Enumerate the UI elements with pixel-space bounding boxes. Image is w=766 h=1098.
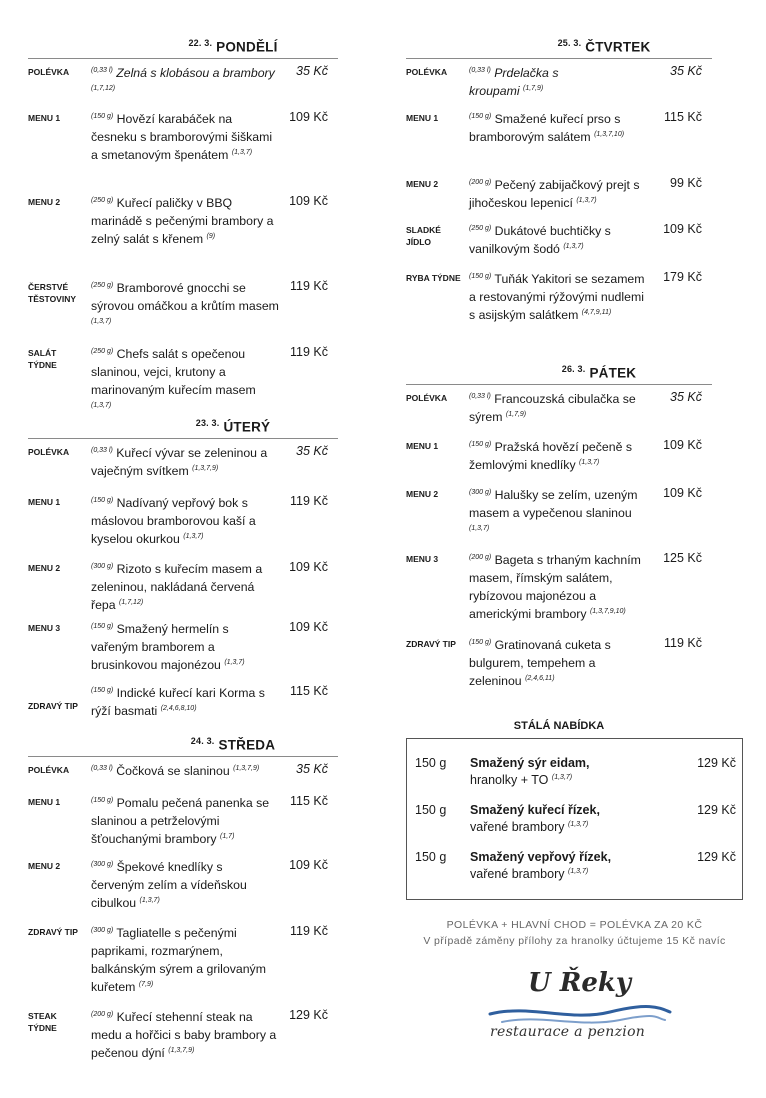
- dish-description: [469, 551, 659, 623]
- standing-dish-side: vařené brambory: [470, 867, 565, 881]
- standing-price: 129 Kč: [697, 756, 736, 770]
- day-header: [28, 418, 338, 439]
- dish-allergens: (1,3,7,9): [233, 764, 260, 772]
- dish-price: 119 Kč: [290, 345, 328, 359]
- dish-allergens: (1,3,7,9): [192, 464, 219, 472]
- standing-price: 129 Kč: [697, 803, 736, 817]
- day-header: [406, 38, 712, 59]
- dish-description: [469, 390, 644, 426]
- standing-dish-name: Smažený vepřový řízek,: [470, 850, 612, 864]
- dish-name: Zelná s klobásou a brambory: [116, 66, 275, 80]
- dish-allergens: (1,3,7): [183, 532, 204, 540]
- standing-dish-name: Smažený kuřecí řízek,: [470, 803, 600, 817]
- category-label: MENU 1: [406, 441, 439, 451]
- category-label: ZDRAVÝ TIP: [28, 701, 78, 711]
- dish-weight: (150 g): [91, 796, 114, 804]
- dish-price: 35 Kč: [670, 390, 702, 404]
- day-header: [406, 364, 712, 385]
- standing-dish-side: hranolky + TO: [470, 773, 549, 787]
- category-label: POLÉVKA: [406, 67, 448, 77]
- category-label: MENU 2: [406, 179, 439, 189]
- dish-allergens: (1,3,7): [576, 196, 597, 204]
- dish-name: Pomalu pečená panenka se slaninou a petrželovými šťouchanými brambory: [91, 796, 270, 846]
- day-tuesday: [28, 418, 338, 730]
- dish-price: 35 Kč: [296, 762, 328, 776]
- dish-description: [469, 110, 629, 146]
- standing-weight: 150 g: [415, 850, 447, 864]
- dish-weight: (150 g): [91, 686, 114, 694]
- standing-offer-title: STÁLÁ NABÍDKA: [513, 720, 605, 732]
- dish-description: [91, 560, 279, 614]
- standing-dish: [470, 849, 650, 883]
- standing-dish-name: Smažený sýr eidam,: [470, 756, 590, 770]
- dish-weight: (200 g): [91, 1010, 114, 1018]
- category-label: MENU 1: [28, 797, 61, 807]
- standing-dish-side: vařené brambory: [470, 820, 565, 834]
- dish-weight: (250 g): [469, 224, 492, 232]
- dish-description: [91, 494, 279, 548]
- dish-allergens: (1,3,7,9): [168, 1046, 195, 1054]
- dish-price: 109 Kč: [289, 560, 328, 574]
- dish-allergens: (9): [206, 232, 216, 240]
- dish-allergens: (1,7,9): [523, 84, 544, 92]
- standing-price: 129 Kč: [697, 850, 736, 864]
- dish-weight: (300 g): [469, 488, 492, 496]
- dish-description: [91, 794, 279, 848]
- dish-price: 109 Kč: [289, 620, 328, 634]
- dish-allergens: (1,7): [220, 832, 235, 840]
- dish-allergens: (1,3,7): [91, 401, 112, 409]
- dish-description: [91, 110, 279, 164]
- dish-allergens: (1,3,7): [563, 242, 584, 250]
- dish-name: Kuřecí stehenní steak na medu a hořčici s baby brambory a pečenou dýní: [91, 1010, 277, 1060]
- standing-dish-allergens: (1,3,7): [567, 867, 589, 875]
- day-thursday: [406, 38, 712, 348]
- dish-allergens: (1,3,7): [91, 317, 112, 325]
- dish-price: 129 Kč: [289, 1008, 328, 1022]
- category-label: ČERSTVÉ TĚSTOVINY: [28, 282, 77, 304]
- dish-name: Gratinovaná cuketa s bulgurem, tempehem a zeleninou: [469, 638, 611, 688]
- dish-name: Kuřecí paličky v BBQ marinádě s pečenými brambory a zelný salát s křenem: [91, 196, 274, 246]
- day-name: PÁTEK: [589, 365, 637, 381]
- category-label: MENU 1: [28, 497, 61, 507]
- dish-name: Kuřecí vývar se zeleninou a vaječným svítkem: [91, 446, 268, 478]
- dish-name: Halušky se zelím, uzeným masem a vypečenou slaninou: [469, 488, 638, 520]
- dish-description: [91, 444, 279, 480]
- dish-weight: (200 g): [469, 178, 492, 186]
- dish-weight: (0,33 l): [469, 66, 491, 74]
- dish-description: [91, 279, 279, 333]
- dish-description: [91, 1008, 279, 1062]
- dish-allergens: (4,7,9,11): [581, 308, 612, 316]
- category-label: POLÉVKA: [28, 765, 70, 775]
- dish-name: Bageta s trhaným kachním masem, římským salátem, rybízovou majonézou a americkými brambory: [469, 553, 641, 621]
- dish-weight: (300 g): [91, 926, 114, 934]
- day-date: 24. 3.: [190, 736, 215, 746]
- dish-allergens: (1,3,7,9,10): [589, 607, 626, 615]
- category-label: POLÉVKA: [406, 393, 448, 403]
- dish-description: [469, 222, 649, 258]
- dish-price: 119 Kč: [664, 636, 702, 650]
- dish-name: Bramborové gnocchi se sýrovou omáčkou a krůtím masem: [91, 281, 279, 313]
- dish-description: [469, 64, 589, 100]
- dish-allergens: (1,3,7): [224, 658, 245, 666]
- dish-name: Nadívaný vepřový bok s máslovou bramborovou kaší a kyselou okurkou: [91, 496, 256, 546]
- dish-weight: (150 g): [91, 496, 114, 504]
- category-label: MENU 2: [28, 563, 61, 573]
- dish-price: 109 Kč: [663, 222, 702, 236]
- dish-description: [469, 270, 651, 324]
- dish-name: Hovězí karabáček na česneku s bramborovými šiškami a smetanovým špenátem: [91, 112, 273, 162]
- dish-allergens: (1,3,7): [579, 458, 600, 466]
- day-friday: [406, 364, 712, 694]
- standing-dish: [470, 802, 650, 836]
- dish-allergens: (7,9): [138, 980, 154, 988]
- dish-weight: (150 g): [469, 638, 492, 646]
- dish-price: 109 Kč: [289, 858, 328, 872]
- dish-description: [91, 64, 279, 100]
- dish-allergens: (1,3,7): [231, 148, 253, 156]
- dish-allergens: (2,4,6,11): [525, 674, 555, 682]
- dish-weight: (0,33 l): [91, 66, 113, 74]
- dish-price: 99 Kč: [670, 176, 702, 190]
- dish-weight: (300 g): [91, 562, 114, 570]
- dish-name: Chefs salát s opečenou slaninou, vejci, krutony a marinovaným kuřecím masem: [91, 347, 256, 397]
- day-date: 25. 3.: [557, 38, 582, 48]
- dish-price: 35 Kč: [296, 444, 328, 458]
- dish-price: 119 Kč: [290, 494, 328, 508]
- day-date: 23. 3.: [195, 418, 220, 428]
- dish-price: 119 Kč: [290, 279, 328, 293]
- dish-allergens: (1,7,9): [505, 410, 527, 418]
- category-label: RYBA TÝDNE: [406, 273, 461, 283]
- restaurant-logo: [480, 966, 680, 1056]
- category-label: ZDRAVÝ TIP: [28, 927, 78, 937]
- combo-note: POLÉVKA + HLAVNÍ CHOD = POLÉVKA ZA 20 KČ: [446, 919, 703, 931]
- side-dish-note: V případě záměny přílohy za hranolky účtujeme 15 Kč navíc: [423, 935, 726, 947]
- dish-price: 109 Kč: [289, 194, 328, 208]
- dish-description: [469, 636, 644, 690]
- dish-name: Smažený hermelín s vařeným bramborem a brusinkovou majonézou: [91, 622, 229, 672]
- dish-weight: (250 g): [91, 347, 114, 355]
- dish-weight: (300 g): [91, 860, 114, 868]
- standing-dish-allergens: (1,3,7): [567, 820, 589, 828]
- category-label: MENU 1: [406, 113, 439, 123]
- category-label: SLADKÉ JÍDLO: [406, 225, 441, 247]
- dish-allergens: (2,4,6,8,10): [160, 704, 197, 712]
- dish-price: 115 Kč: [664, 110, 702, 124]
- dish-weight: (150 g): [469, 112, 492, 120]
- category-label: ZDRAVÝ TIP: [406, 639, 456, 649]
- dish-description: [91, 620, 279, 674]
- dish-weight: (200 g): [469, 553, 492, 561]
- dish-weight: (0,33 l): [91, 764, 113, 772]
- day-name: PONDĚLÍ: [216, 39, 278, 55]
- category-label: MENU 2: [28, 861, 61, 871]
- dish-price: 119 Kč: [290, 924, 328, 938]
- day-name: STŘEDA: [218, 737, 276, 753]
- standing-weight: 150 g: [415, 756, 447, 770]
- standing-dish-allergens: (1,3,7): [551, 773, 573, 781]
- dish-weight: (0,33 l): [469, 392, 491, 400]
- dish-allergens: (1,3,7,10): [594, 130, 625, 138]
- day-header: [28, 38, 338, 59]
- dish-name: Špekové knedlíky s červeným zelím a vídeňskou cibulkou: [91, 860, 247, 910]
- dish-description: [91, 684, 279, 720]
- category-label: MENU 2: [28, 197, 61, 207]
- logo-tagline: restaurace a penzion: [490, 1024, 646, 1040]
- dish-price: 115 Kč: [290, 684, 328, 698]
- category-label: POLÉVKA: [28, 447, 70, 457]
- dish-allergens: (1,3,7): [139, 896, 160, 904]
- day-monday: [28, 38, 338, 418]
- dish-weight: (0,33 l): [91, 446, 113, 454]
- dish-name: Prdelačka s kroupami: [469, 66, 559, 98]
- standing-offer-box: [406, 738, 743, 900]
- dish-weight: (250 g): [91, 196, 114, 204]
- dish-description: [91, 345, 279, 417]
- dish-price: 115 Kč: [290, 794, 328, 808]
- dish-name: Tuňák Yakitori se sezamem a restovanými rýžovými nudlemi s asijským salátkem: [469, 272, 645, 322]
- category-label: POLÉVKA: [28, 67, 70, 77]
- dish-name: Rizoto s kuřecím masem a zeleninou, nakládaná červená řepa: [91, 562, 263, 612]
- dish-allergens: (1,7,12): [119, 598, 144, 606]
- dish-description: [469, 438, 654, 474]
- dish-name: Pečený zabijačkový prejt s jihočeskou lepenicí: [469, 178, 640, 210]
- dish-name: Čočková se slaninou: [116, 764, 230, 778]
- dish-name: Dukátové buchtičky s vanilkovým šodó: [469, 224, 611, 256]
- category-label: MENU 3: [28, 623, 61, 633]
- dish-allergens: (1,3,7): [469, 524, 490, 532]
- dish-weight: (150 g): [91, 112, 114, 120]
- dish-name: Tagliatelle s pečenými paprikami, rozmarýnem, balkánským sýrem a grilovaným kuřetem: [91, 926, 266, 994]
- dish-price: 125 Kč: [663, 551, 702, 565]
- dish-weight: (250 g): [91, 281, 114, 289]
- dish-name: Francouzská cibulačka se sýrem: [469, 392, 636, 424]
- dish-price: 35 Kč: [670, 64, 702, 78]
- dish-description: [91, 924, 279, 996]
- dish-description: [91, 858, 279, 912]
- dish-description: [469, 176, 654, 212]
- category-label: MENU 3: [406, 554, 439, 564]
- dish-price: 109 Kč: [663, 438, 702, 452]
- dish-name: Indické kuřecí kari Korma s rýží basmati: [91, 686, 265, 718]
- dish-description: [91, 762, 291, 780]
- dish-weight: (150 g): [469, 440, 492, 448]
- dish-price: 109 Kč: [289, 110, 328, 124]
- dish-price: 35 Kč: [296, 64, 328, 78]
- day-date: 22. 3.: [188, 38, 213, 48]
- day-name: ÚTERÝ: [223, 419, 271, 435]
- day-name: ČTVRTEK: [585, 39, 651, 55]
- standing-weight: 150 g: [415, 803, 447, 817]
- dish-description: [91, 194, 279, 248]
- dish-allergens: (1,7,12): [91, 84, 116, 92]
- day-header: [28, 736, 338, 757]
- day-wednesday: [28, 736, 338, 1066]
- dish-weight: (150 g): [469, 272, 492, 280]
- dish-price: 109 Kč: [663, 486, 702, 500]
- dish-price: 179 Kč: [663, 270, 702, 284]
- category-label: SALÁT TÝDNE: [28, 348, 57, 370]
- category-label: MENU 2: [406, 489, 439, 499]
- category-label: MENU 1: [28, 113, 61, 123]
- standing-dish: [470, 755, 650, 789]
- logo-wordmark: U Řeky: [528, 968, 631, 998]
- dish-name: Pražská hovězí pečeně s žemlovými knedlíky: [469, 440, 633, 472]
- dish-name: Smažené kuřecí prso s bramborovým salátem: [469, 112, 621, 144]
- dish-description: [469, 486, 651, 540]
- day-date: 26. 3.: [561, 364, 586, 374]
- category-label: STEAK TÝDNE: [28, 1011, 57, 1033]
- dish-weight: (150 g): [91, 622, 114, 630]
